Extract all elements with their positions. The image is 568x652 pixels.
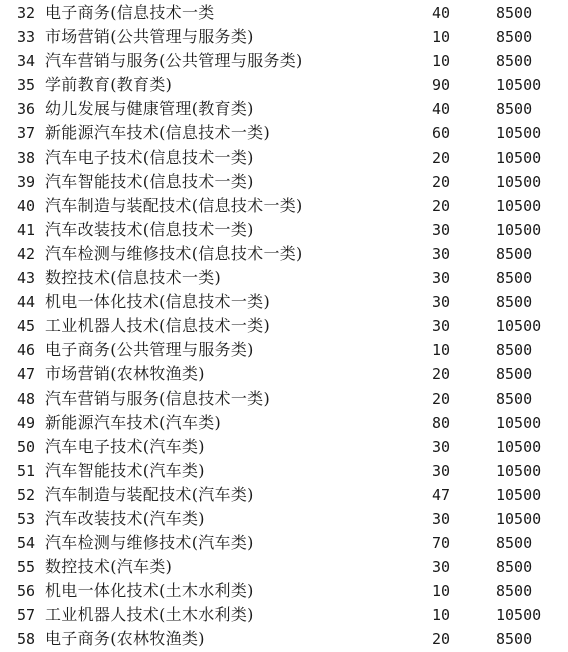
- row-number: 48: [17, 389, 36, 408]
- enrollment-plan: 30: [432, 461, 451, 480]
- table-row: [0, 1, 568, 25]
- table-row: [0, 49, 568, 73]
- program-name: 汽车电子技术(汽车类): [45, 436, 205, 456]
- program-name: 工业机器人技术(土木水利类): [45, 605, 254, 625]
- tuition-fee: 8500: [496, 365, 533, 384]
- tuition-fee: 8500: [496, 558, 533, 577]
- tuition-fee: 10500: [496, 196, 542, 215]
- program-name: 学前教育(教育类): [45, 75, 173, 95]
- tuition-fee: 10500: [496, 485, 542, 504]
- program-name: 汽车电子技术(信息技术一类): [45, 147, 254, 167]
- row-number: 45: [17, 317, 36, 336]
- enrollment-plan: 30: [432, 317, 451, 336]
- table-row: [0, 387, 568, 411]
- row-number: 40: [17, 196, 36, 215]
- row-number: 43: [17, 269, 36, 288]
- program-name: 工业机器人技术(信息技术一类): [45, 316, 270, 336]
- program-name: 数控技术(信息技术一类): [45, 268, 222, 288]
- enrollment-plan: 80: [432, 413, 451, 432]
- program-name: 汽车营销与服务(信息技术一类): [45, 388, 270, 408]
- enrollment-plan: 20: [432, 196, 451, 215]
- table-row: [0, 627, 568, 651]
- enrollment-plan: 70: [432, 534, 451, 553]
- table-row: [0, 338, 568, 362]
- row-number: 49: [17, 413, 36, 432]
- enrollment-plan: 10: [432, 52, 451, 71]
- tuition-fee: 8500: [496, 28, 533, 47]
- enrollment-plan: 30: [432, 269, 451, 288]
- program-name: 汽车制造与装配技术(信息技术一类): [45, 195, 303, 215]
- row-number: 55: [17, 558, 36, 577]
- enrollment-plan: 60: [432, 124, 451, 143]
- tuition-fee: 10500: [496, 220, 542, 239]
- tuition-fee: 10500: [496, 124, 542, 143]
- row-number: 52: [17, 485, 36, 504]
- row-number: 42: [17, 244, 36, 263]
- tuition-fee: 8500: [496, 293, 533, 312]
- row-number: 41: [17, 220, 36, 239]
- row-number: 44: [17, 293, 36, 312]
- tuition-fee: 10500: [496, 148, 542, 167]
- table-row: [0, 362, 568, 386]
- program-name: 电子商务(信息技术一类: [45, 3, 215, 22]
- enrollment-plan: 20: [432, 172, 451, 191]
- tuition-fee: 8500: [496, 534, 533, 553]
- table-row: [0, 218, 568, 242]
- table-row: [0, 579, 568, 603]
- enrollment-plan: 30: [432, 558, 451, 577]
- tuition-fee: 10500: [496, 413, 542, 432]
- tuition-fee: 10500: [496, 509, 542, 528]
- program-name: 汽车智能技术(信息技术一类): [45, 171, 254, 191]
- row-number: 38: [17, 148, 36, 167]
- program-name: 汽车营销与服务(公共管理与服务类): [45, 51, 303, 71]
- table-row: [0, 73, 568, 97]
- enrollment-plan: 10: [432, 341, 451, 360]
- row-number: 34: [17, 52, 36, 71]
- enrollment-plan: 20: [432, 630, 451, 649]
- enrollment-plan: 30: [432, 220, 451, 239]
- table-row: [0, 435, 568, 459]
- enrollment-plan: 47: [432, 485, 451, 504]
- program-name: 机电一体化技术(信息技术一类): [45, 292, 270, 312]
- program-name: 汽车智能技术(汽车类): [45, 460, 205, 480]
- program-name: 新能源汽车技术(汽车类): [45, 412, 222, 432]
- tuition-fee: 8500: [496, 269, 533, 288]
- program-name: 电子商务(农林牧渔类): [45, 629, 205, 649]
- tuition-fee: 8500: [496, 582, 533, 601]
- table-row: [0, 170, 568, 194]
- row-number: 46: [17, 341, 36, 360]
- enrollment-plan: 10: [432, 606, 451, 625]
- table-row: [0, 266, 568, 290]
- row-number: 54: [17, 534, 36, 553]
- tuition-fee: 8500: [496, 389, 533, 408]
- table-row: [0, 194, 568, 218]
- tuition-fee: 8500: [496, 630, 533, 649]
- program-table: [0, 1, 568, 652]
- table-row: [0, 146, 568, 170]
- enrollment-plan: 20: [432, 389, 451, 408]
- program-name: 汽车检测与维修技术(信息技术一类): [45, 243, 303, 263]
- row-number: 47: [17, 365, 36, 384]
- row-number: 53: [17, 509, 36, 528]
- tuition-fee: 10500: [496, 461, 542, 480]
- table-row: [0, 97, 568, 121]
- row-number: 37: [17, 124, 36, 143]
- table-row: [0, 531, 568, 555]
- enrollment-plan: 10: [432, 582, 451, 601]
- table-row: [0, 242, 568, 266]
- row-number: 58: [17, 630, 36, 649]
- enrollment-plan: 40: [432, 4, 451, 22]
- enrollment-plan: 20: [432, 148, 451, 167]
- enrollment-plan: 30: [432, 509, 451, 528]
- row-number: 56: [17, 582, 36, 601]
- row-number: 39: [17, 172, 36, 191]
- program-name: 电子商务(公共管理与服务类): [45, 340, 254, 360]
- row-number: 51: [17, 461, 36, 480]
- row-number: 32: [17, 4, 36, 22]
- program-name: 幼儿发展与健康管理(教育类): [45, 99, 254, 119]
- program-name: 市场营销(农林牧渔类): [45, 364, 205, 384]
- program-name: 机电一体化技术(土木水利类): [45, 581, 254, 601]
- tuition-fee: 10500: [496, 317, 542, 336]
- program-name: 汽车制造与装配技术(汽车类): [45, 484, 254, 504]
- table-row: [0, 411, 568, 435]
- row-number: 50: [17, 437, 36, 456]
- program-name: 数控技术(汽车类): [45, 557, 173, 577]
- enrollment-plan: 30: [432, 244, 451, 263]
- program-name: 新能源汽车技术(信息技术一类): [45, 123, 270, 143]
- tuition-fee: 8500: [496, 4, 533, 22]
- program-name: 汽车改装技术(汽车类): [45, 508, 205, 528]
- program-name: 汽车改装技术(信息技术一类): [45, 219, 254, 239]
- tuition-fee: 10500: [496, 606, 542, 625]
- table-row: [0, 290, 568, 314]
- table-row: [0, 483, 568, 507]
- table-row: [0, 25, 568, 49]
- program-name: 汽车检测与维修技术(汽车类): [45, 533, 254, 553]
- table-row: [0, 603, 568, 627]
- row-number: 35: [17, 76, 36, 95]
- enrollment-plan: 90: [432, 76, 451, 95]
- program-name: 市场营销(公共管理与服务类): [45, 27, 254, 47]
- enrollment-plan: 40: [432, 100, 451, 119]
- tuition-fee: 10500: [496, 172, 542, 191]
- table-row: [0, 314, 568, 338]
- tuition-fee: 8500: [496, 244, 533, 263]
- table-row: [0, 459, 568, 483]
- tuition-fee: 10500: [496, 437, 542, 456]
- tuition-fee: 10500: [496, 76, 542, 95]
- row-number: 57: [17, 606, 36, 625]
- row-number: 33: [17, 28, 36, 47]
- table-row: [0, 121, 568, 145]
- tuition-fee: 8500: [496, 52, 533, 71]
- table-row: [0, 555, 568, 579]
- enrollment-plan: 10: [432, 28, 451, 47]
- tuition-fee: 8500: [496, 341, 533, 360]
- table-row: [0, 507, 568, 531]
- enrollment-plan: 30: [432, 437, 451, 456]
- enrollment-plan: 20: [432, 365, 451, 384]
- tuition-fee: 8500: [496, 100, 533, 119]
- enrollment-plan: 30: [432, 293, 451, 312]
- row-number: 36: [17, 100, 36, 119]
